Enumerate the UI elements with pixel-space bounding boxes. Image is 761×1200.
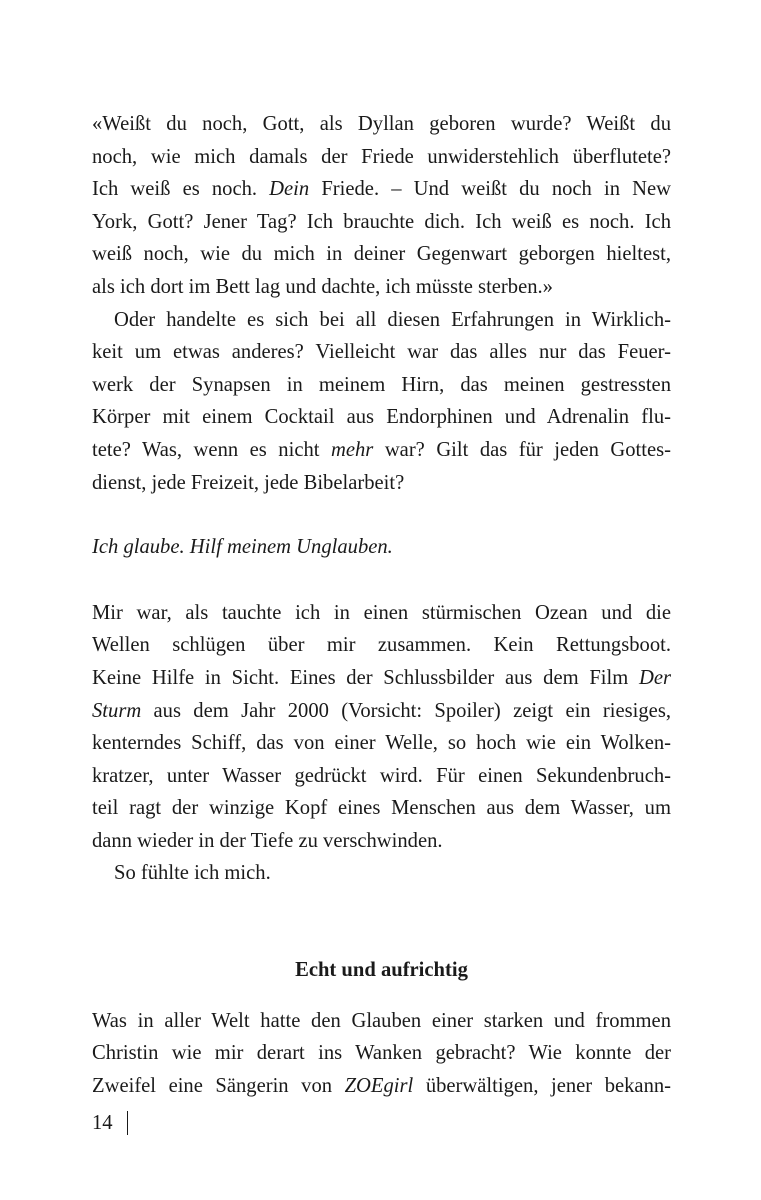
emphasis: Dein — [269, 178, 310, 201]
emphasis: mehr — [330, 438, 374, 461]
body-paragraph — [92, 597, 671, 858]
text-line: York, Gott? Jener Tag? Ich brauchte dich. Ich weiß es noch. Ich — [92, 210, 671, 233]
text-line: Was in aller Welt hatte den Glauben einer starken und frommen — [92, 1009, 671, 1032]
page-number-divider — [127, 1111, 128, 1135]
text-line: Zweifel eine Sängerin von ZOEgirl überwältigen, jener bekann- — [92, 1074, 672, 1097]
text-line: «Weißt du noch, Gott, als Dyllan geboren wurde? Weißt du — [92, 113, 671, 135]
text-line: weiß noch, wie du mich in deiner Gegenwart geborgen hieltest, — [92, 243, 671, 266]
text-line: Keine Hilfe in Sicht. Eines der Schlussbilder aus dem Film Der — [92, 666, 671, 689]
book-page — [92, 108, 671, 1102]
text-line: Sturm aus dem Jahr 2000 (Vorsicht: Spoiler) zeigt ein riesiges, — [92, 699, 671, 722]
text-line: kratzer, unter Wasser gedrückt wird. Für einen Sekundenbruch- — [92, 764, 671, 787]
text-line: werk der Synapsen in meinem Hirn, das meinen gestressten — [92, 373, 671, 396]
text-line: kenterndes Schiff, das von einer Welle, so hoch wie ein Wolken- — [92, 732, 671, 755]
text-line: dienst, jede Freizeit, jede Bibelarbeit? — [92, 471, 405, 494]
text-line: als ich dort im Bett lag und dachte, ich müsste sterben.» — [92, 275, 553, 298]
text-line: Wellen schlügen über mir zusammen. Kein Rettungsboot. — [92, 634, 671, 657]
page-footer — [92, 1107, 128, 1139]
italic-quote: Ich glaube. Hilf meinem Unglauben. — [92, 536, 393, 559]
band-name: ZOEgirl — [344, 1074, 414, 1097]
text-line: Oder handelte es sich bei all diesen Erfahrungen in Wirklich- — [114, 308, 671, 331]
quote-paragraph — [92, 108, 671, 304]
film-title: Der — [638, 666, 671, 689]
section-heading: Echt und aufrichtig — [295, 959, 468, 982]
page-number: 14 — [92, 1112, 113, 1134]
film-title: Sturm — [92, 699, 142, 722]
text-line: teil ragt der winzige Kopf eines Menschen aus dem Wasser, um — [92, 797, 671, 820]
text-line: dann wieder in der Tiefe zu verschwinden. — [92, 829, 443, 852]
text-line: Mir war, als tauchte ich in einen stürmischen Ozean und die — [92, 601, 671, 624]
text-line: noch, wie mich damals der Friede unwiderstehlich überflutete? — [92, 145, 671, 168]
text-line: keit um etwas anderes? Vielleicht war das alles nur das Feuer- — [92, 341, 671, 364]
text-line: tete? Was, wenn es nicht mehr war? Gilt das für jeden Gottes- — [92, 438, 671, 461]
text-line: Christin wie mir derart ins Wanken gebracht? Wie konnte der — [92, 1042, 671, 1065]
body-paragraph — [92, 304, 671, 500]
text-line: Körper mit einem Cocktail aus Endorphinen und Adrenalin flu- — [92, 406, 671, 429]
short-paragraph: So fühlte ich mich. — [114, 862, 271, 885]
body-paragraph — [92, 1005, 671, 1103]
text-line: Ich weiß es noch. Dein Friede. – Und weißt du noch in New — [92, 178, 671, 201]
